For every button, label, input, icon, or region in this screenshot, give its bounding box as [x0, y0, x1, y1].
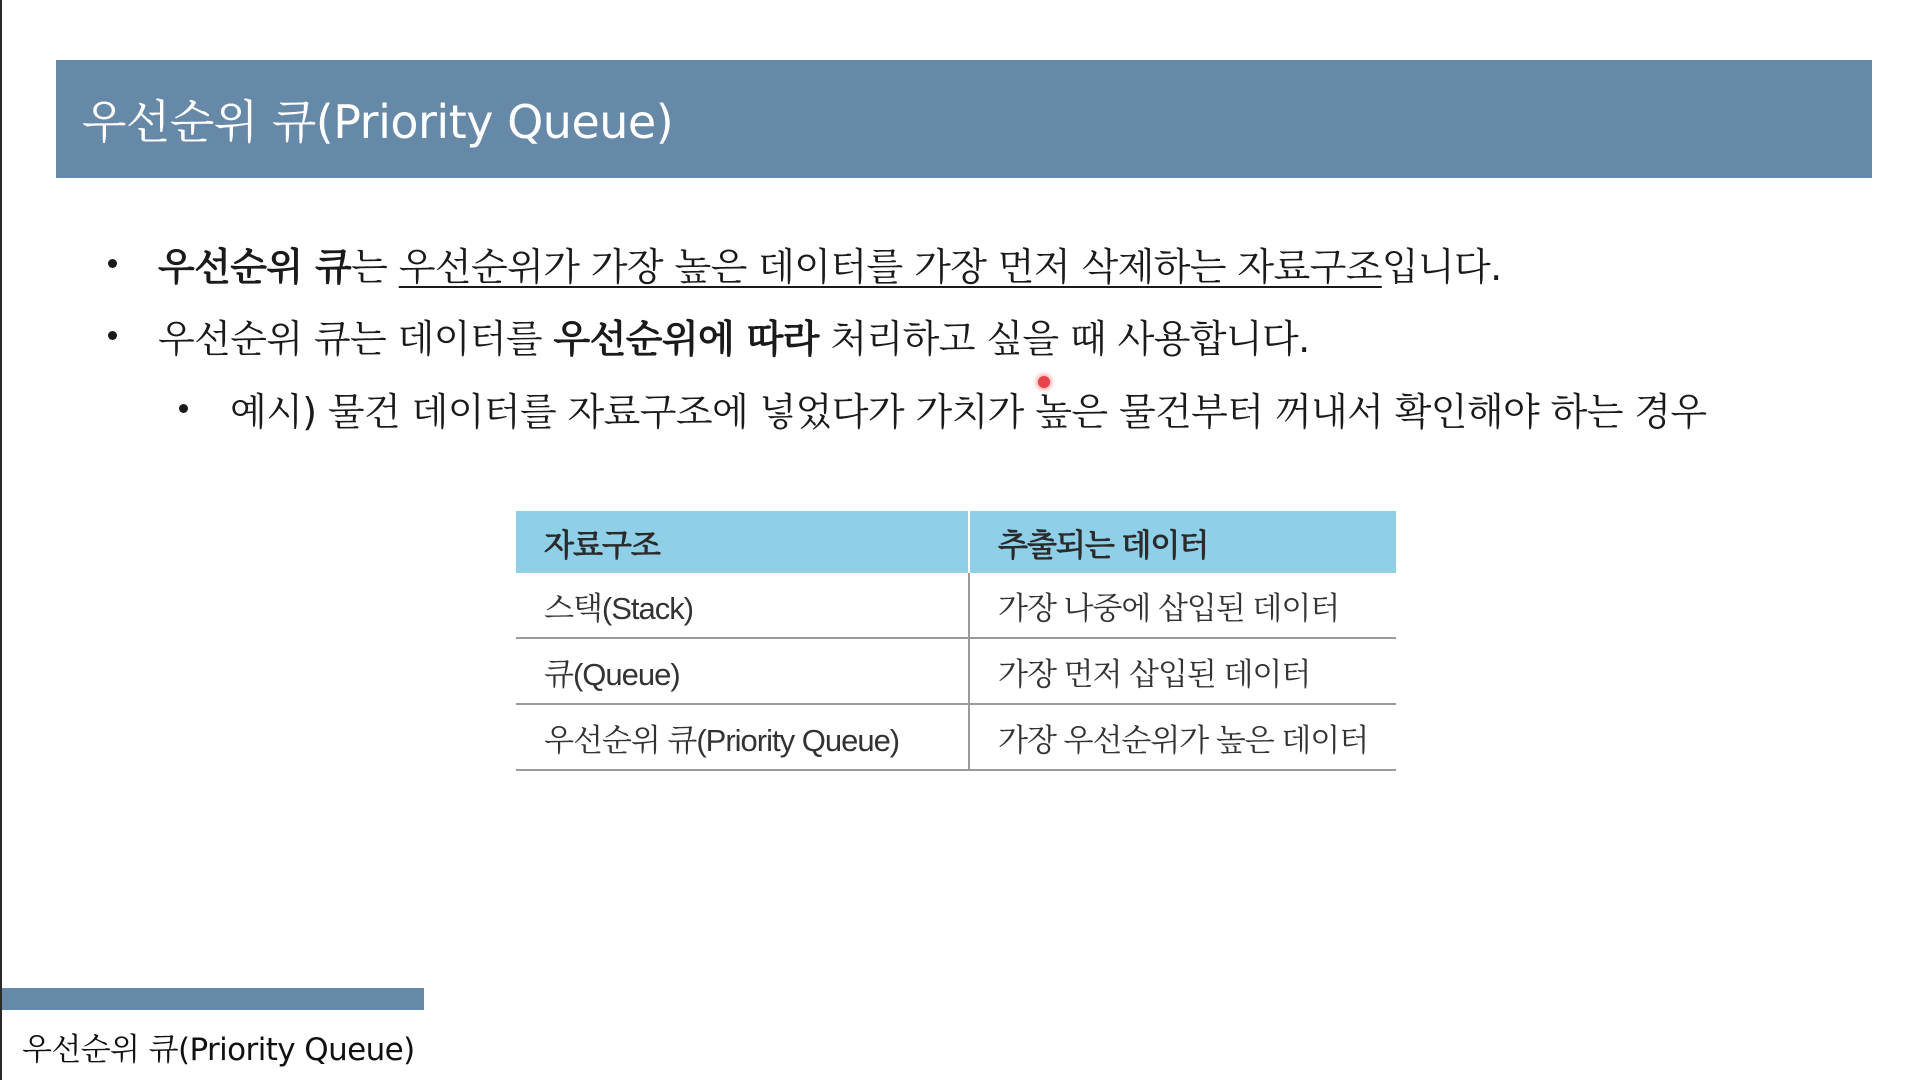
footer-title: 우선순위 큐(Priority Queue)	[22, 1032, 415, 1068]
sub-bullet-dot-icon	[179, 404, 188, 413]
table-cell: 우선순위 큐(Priority Queue)	[516, 704, 969, 770]
bullet-2-start: 우선순위 큐는 데이터를	[158, 316, 554, 361]
table-header-cell: 자료구조	[516, 511, 969, 573]
table-cell: 가장 나중에 삽입된 데이터	[969, 573, 1396, 638]
bullet-1-term: 우선순위 큐	[158, 244, 352, 289]
sub-bullet-item	[230, 377, 1707, 439]
bullet-1-particle: 는	[351, 244, 399, 289]
table-row	[516, 573, 1396, 638]
bullet-item-1	[158, 232, 1502, 294]
table-header-cell: 추출되는 데이터	[969, 511, 1396, 573]
slide-title: 우선순위 큐(Priority Queue)	[82, 95, 674, 149]
table-cell: 가장 우선순위가 높은 데이터	[969, 704, 1396, 770]
table-row	[516, 704, 1396, 770]
laser-pointer-icon	[1038, 376, 1050, 388]
table-cell: 큐(Queue)	[516, 638, 969, 704]
bullet-item-2	[158, 304, 1310, 366]
footer-accent-bar	[2, 988, 424, 1010]
bullet-dot-icon	[108, 259, 117, 268]
bullet-2-emphasis: 우선순위에 따라	[553, 316, 819, 361]
comparison-table-wrap	[516, 511, 1396, 771]
table-row	[516, 638, 1396, 704]
title-bar	[56, 60, 1872, 178]
bullet-1-definition: 우선순위가 가장 높은 데이터를 가장 먼저 삭제하는 자료구조	[398, 244, 1382, 289]
bullet-dot-icon	[108, 331, 117, 340]
bullet-2-end: 처리하고 싶을 때 사용합니다.	[818, 316, 1310, 361]
bullet-1-ending: 입니다.	[1381, 244, 1502, 289]
table-header-row	[516, 511, 1396, 573]
sub-bullet-text: 예시) 물건 데이터를 자료구조에 넣었다가 가치가 높은 물건부터 꺼내서 확인해야 하는 경우	[230, 389, 1707, 434]
table-cell: 스택(Stack)	[516, 573, 969, 638]
comparison-table	[516, 511, 1396, 771]
table-cell: 가장 먼저 삽입된 데이터	[969, 638, 1396, 704]
